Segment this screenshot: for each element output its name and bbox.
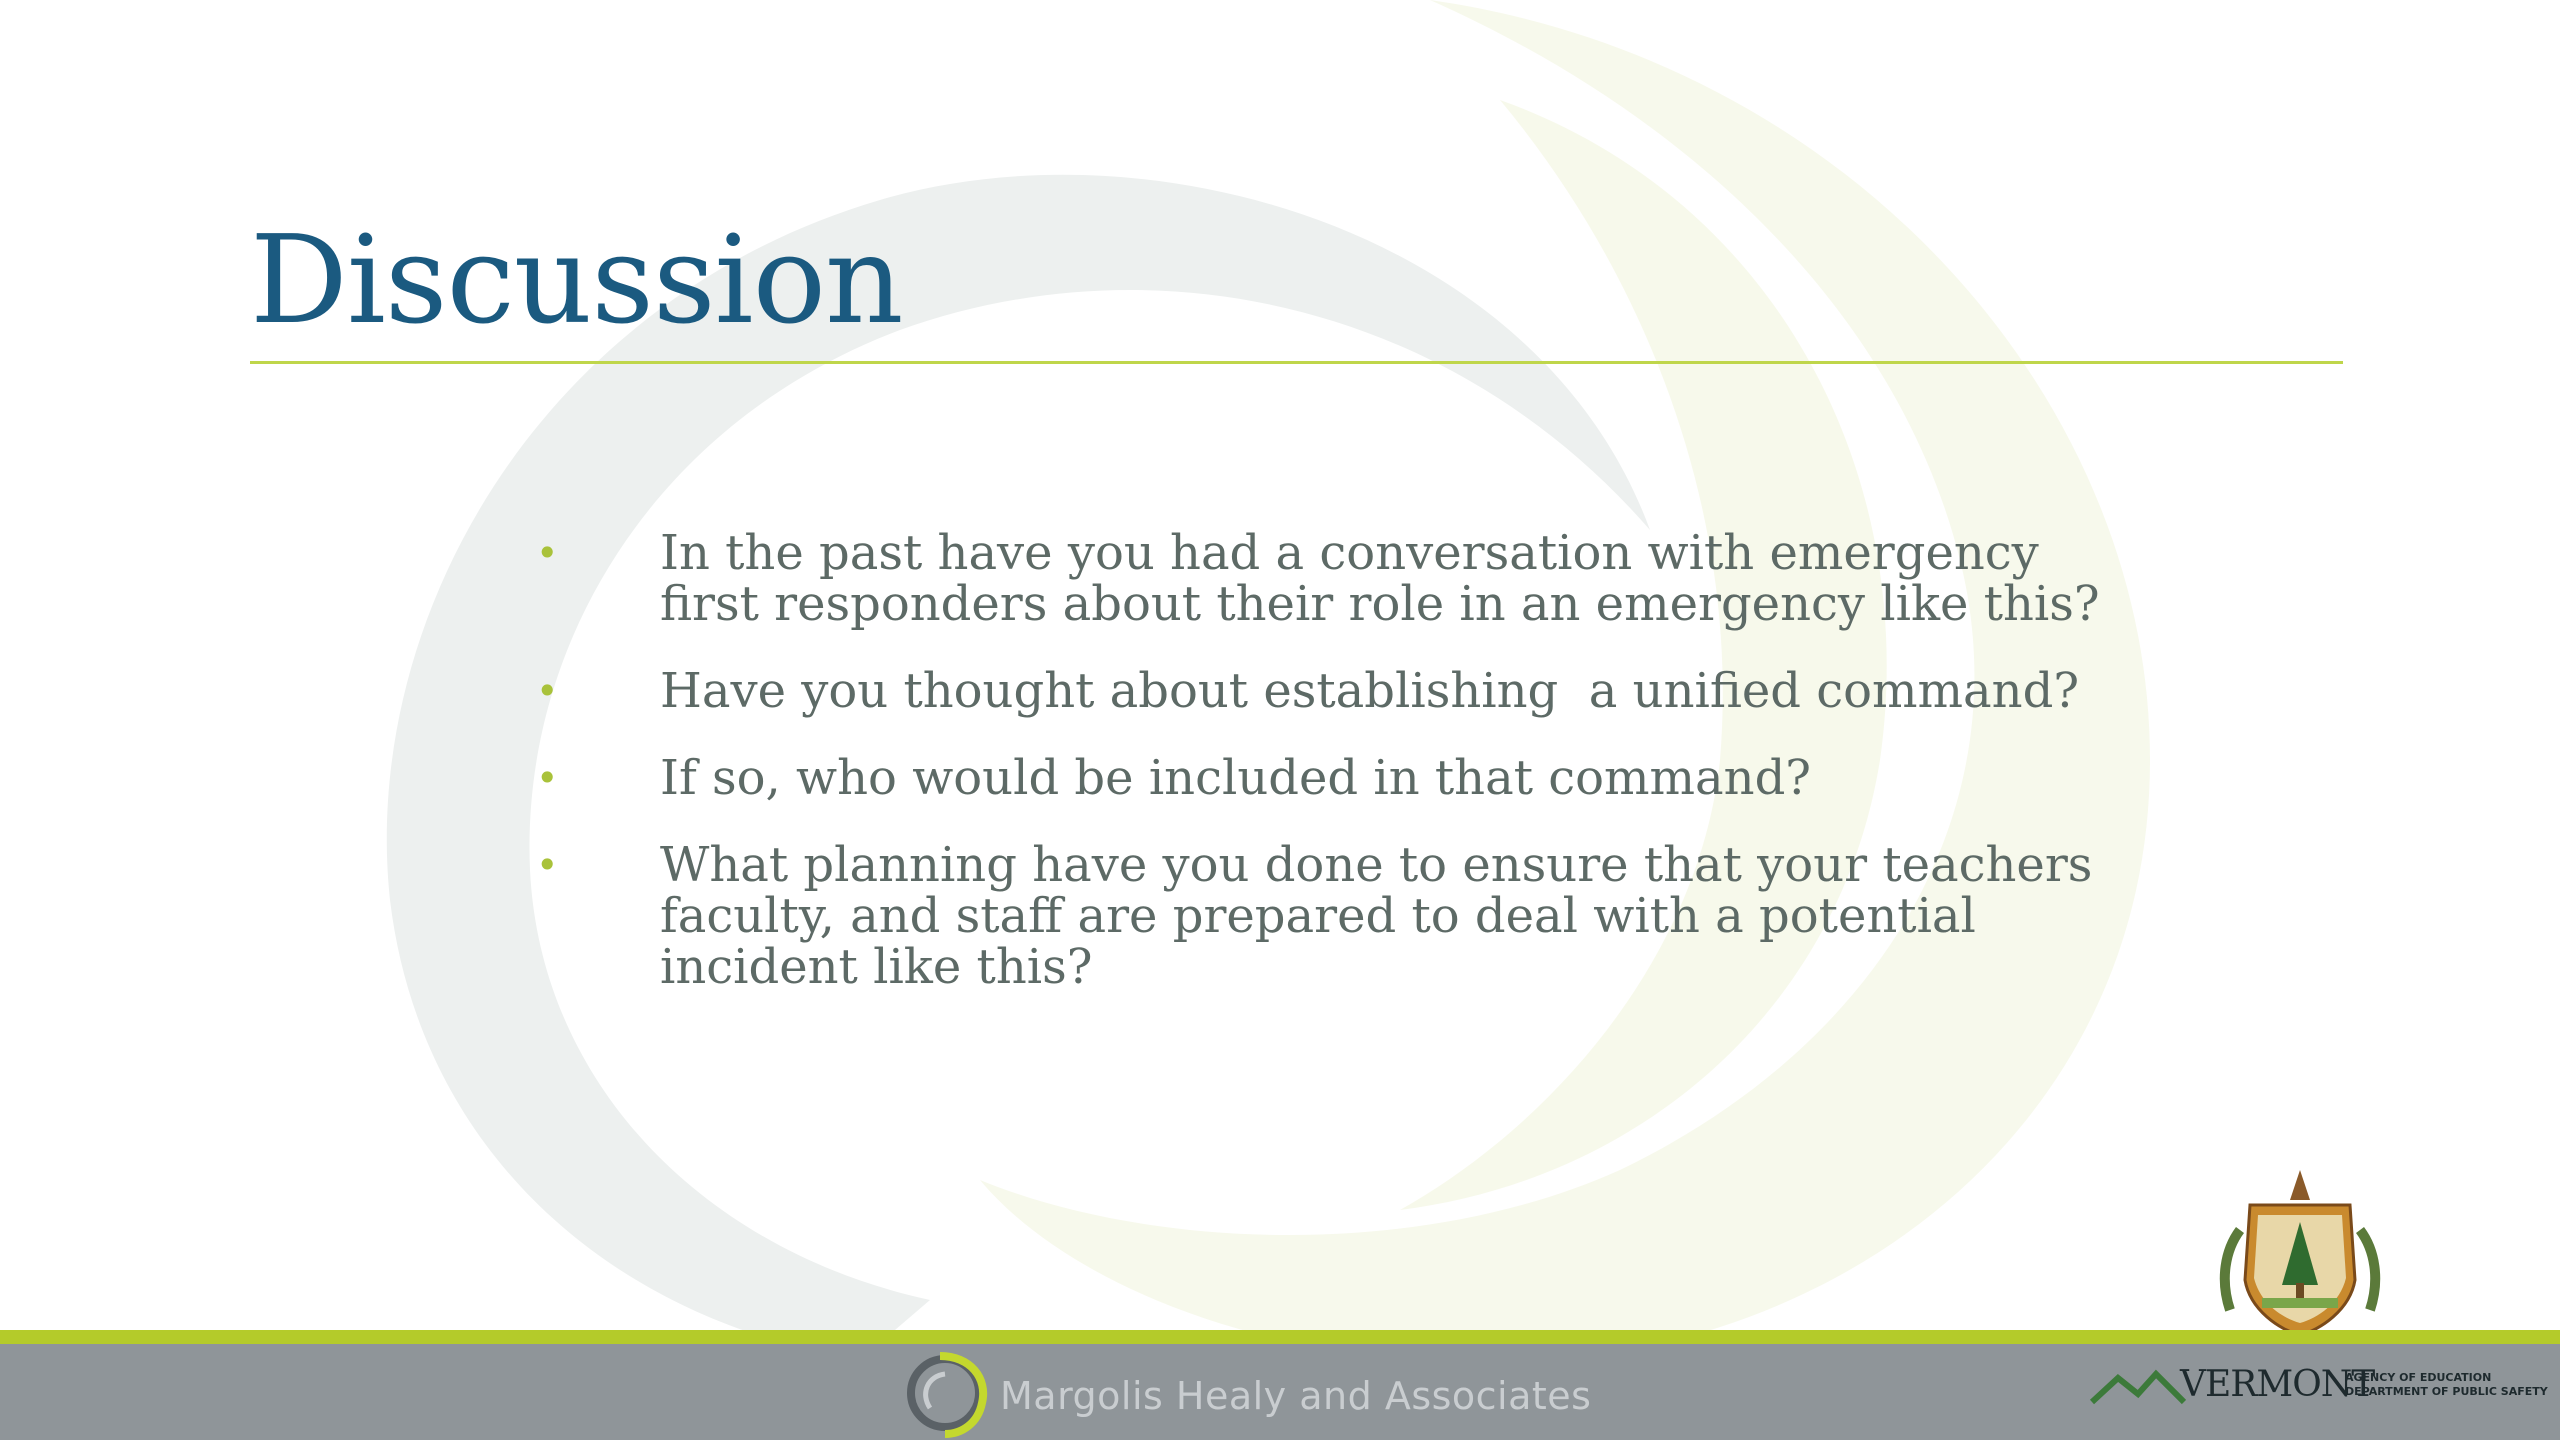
bullet-line: first responders about their role in an emergency like this? bbox=[660, 576, 2100, 632]
bullet-list bbox=[530, 525, 2170, 1029]
swirl-logo-icon bbox=[900, 1348, 990, 1438]
bullet-dot-icon: • bbox=[536, 756, 559, 800]
mountain-check-icon bbox=[2088, 1364, 2188, 1408]
vermont-state-seal-icon bbox=[2210, 1160, 2390, 1350]
bullet-line: If so, who would be included in that command? bbox=[660, 750, 1812, 806]
bullet-line: Have you thought about establishing a unified command? bbox=[660, 663, 2080, 719]
footer-accent-stripe bbox=[0, 1330, 2560, 1344]
company-name: Margolis Healy and Associates bbox=[1000, 1374, 1592, 1418]
bullet-line: faculty, and staff are prepared to deal with a potential bbox=[660, 888, 1976, 944]
slide-title: Discussion bbox=[250, 209, 903, 351]
bullet-line: In the past have you had a conversation with emergency bbox=[660, 525, 2039, 581]
bullet-dot-icon: • bbox=[536, 669, 559, 713]
bullet-line: incident like this? bbox=[660, 939, 1093, 995]
agency-line: DEPARTMENT OF PUBLIC SAFETY bbox=[2345, 1385, 2548, 1398]
bullet-line: What planning have you done to ensure that your teachers bbox=[660, 837, 2093, 893]
bullet-dot-icon: • bbox=[536, 843, 559, 887]
vermont-wordmark: VERMONT bbox=[2180, 1364, 2375, 1405]
bullet-item bbox=[530, 750, 2170, 806]
bullet-item bbox=[530, 837, 2170, 995]
title-divider bbox=[250, 361, 2343, 364]
vermont-agency-lines bbox=[2345, 1371, 2548, 1399]
bullet-item bbox=[530, 525, 2170, 632]
agency-line: AGENCY OF EDUCATION bbox=[2345, 1371, 2492, 1384]
bullet-item bbox=[530, 663, 2170, 719]
bullet-dot-icon: • bbox=[536, 531, 559, 575]
